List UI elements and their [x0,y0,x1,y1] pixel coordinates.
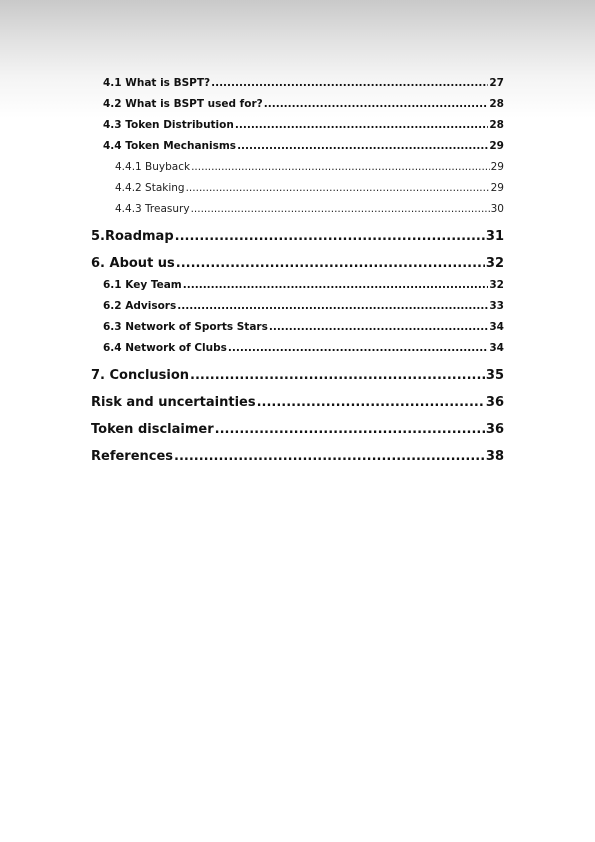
toc-entry-title: 4.4.3 Treasury [115,203,190,215]
toc-entry-page: 36 [485,422,504,437]
toc-leader-dots [264,98,489,110]
toc-leader-dots [191,203,490,215]
toc-leader-dots [177,300,488,312]
toc-entry[interactable] [103,279,504,291]
toc-leader-dots [183,279,489,291]
toc-entry-title: 4.3 Token Distribution [103,119,234,131]
toc-entry[interactable] [91,229,504,244]
toc-entry-title: 6.2 Advisors [103,300,177,312]
toc-entry-title: Token disclaimer [91,422,214,437]
toc-entry[interactable] [115,203,504,215]
toc-entry[interactable] [103,119,504,131]
toc-entry-title: 7. Conclusion [91,368,190,383]
toc-leader-dots [191,161,490,173]
toc-leader-dots [237,140,488,152]
toc-leader-dots [228,342,488,354]
toc-entry-page: 38 [485,449,504,464]
toc-entry[interactable] [103,300,504,312]
toc-entry-title: 5.Roadmap [91,229,174,244]
toc-entry[interactable] [103,140,504,152]
toc-leader-dots [175,229,485,244]
toc-entry[interactable] [115,182,504,194]
toc-entry-page: 28 [489,98,504,110]
toc-entry-title: 6. About us [91,256,175,271]
toc-entry-page: 31 [485,229,504,244]
toc-entry-title: Risk and uncertainties [91,395,256,410]
toc-entry-page: 32 [489,279,504,291]
toc-entry-page: 33 [489,300,504,312]
toc-entry[interactable] [103,98,504,110]
toc-leader-dots [190,368,485,383]
toc-entry-title: 6.4 Network of Clubs [103,342,227,354]
toc-entry-title: 6.1 Key Team [103,279,182,291]
toc-entry-page: 34 [489,321,504,333]
toc-leader-dots [174,449,485,464]
toc-leader-dots [176,256,485,271]
toc-entry-title: 4.2 What is BSPT used for? [103,98,263,110]
toc-entry-title: 6.3 Network of Sports Stars [103,321,268,333]
toc-entry-page: 28 [489,119,504,131]
toc-entry[interactable] [91,368,504,383]
toc-leader-dots [235,119,489,131]
toc-leader-dots [257,395,485,410]
toc-entry[interactable] [103,77,504,89]
toc-entry[interactable] [91,449,504,464]
toc-leader-dots [211,77,488,89]
toc-entry-title: 4.4 Token Mechanisms [103,140,237,152]
toc-entry-title: References [91,449,174,464]
toc-entry-page: 29 [490,161,504,173]
toc-entry-page: 27 [489,77,504,89]
toc-entry-title: 4.4.1 Buyback [115,161,191,173]
toc-entry[interactable] [115,161,504,173]
toc-leader-dots [215,422,485,437]
toc-entry-title: 4.1 What is BSPT? [103,77,211,89]
toc-entry-page: 34 [489,342,504,354]
toc-entry[interactable] [91,395,504,410]
toc-entry[interactable] [103,321,504,333]
toc-entry-page: 29 [490,182,504,194]
toc-leader-dots [269,321,489,333]
toc-entry-page: 36 [485,395,504,410]
toc-leader-dots [186,182,490,194]
toc-entry-page: 30 [490,203,504,215]
toc-entry-title: 4.4.2 Staking [115,182,185,194]
toc-entry-page: 29 [489,140,504,152]
toc-entry[interactable] [91,256,504,271]
toc-entry[interactable] [103,342,504,354]
toc-entry[interactable] [91,422,504,437]
toc-entry-page: 35 [485,368,504,383]
toc-entry-page: 32 [485,256,504,271]
